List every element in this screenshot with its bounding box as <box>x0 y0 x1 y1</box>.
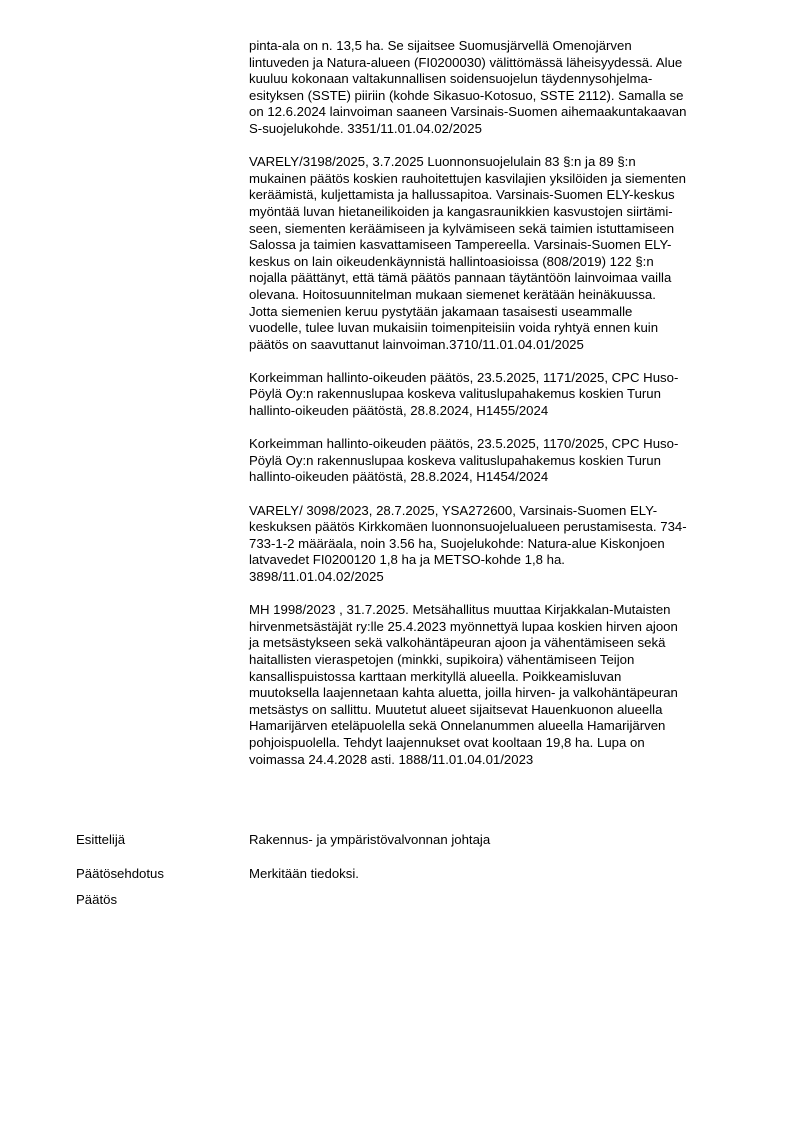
proposal-value: Merkitään tiedoksi. <box>249 866 359 882</box>
notice-paragraph <box>249 154 749 353</box>
text-line: haitallisten vieraspetojen (minkki, supikoira) vähentämiseen Teijon <box>249 651 635 667</box>
text-line: metsästys on sallittu. Muutetut alueet sijaitsevat Hauenkuonon alueella <box>249 701 663 717</box>
text-line: päätös on saavuttanut lainvoiman.3710/11.01.04.01/2025 <box>249 336 584 352</box>
text-line: nojalla päättänyt, että tämä päätös pannaan täytäntöön lainvoimaa vailla <box>249 270 672 286</box>
text-line: Salossa ja taimien kasvattamiseen Tampereella. Varsinais-Suomen ELY- <box>249 237 672 253</box>
notice-paragraph <box>249 436 749 486</box>
text-line: hallinto-oikeuden päätöstä, 28.8.2024, H1454/2024 <box>249 469 549 485</box>
text-line: pinta-ala on n. 13,5 ha. Se sijaitsee Suomusjärvellä Omenojärven <box>249 38 632 53</box>
text-line: ja metsästykseen sekä valkohäntäpeuran ajoon ja vähentämiseen sekä <box>249 635 666 651</box>
text-line: seen, siementen keräämiseen ja kylvämiseen sekä taimien istuttamiseen <box>249 220 675 236</box>
presenter-label: Esittelijä <box>76 832 126 847</box>
text-line: 733-1-2 määräala, noin 3.56 ha, Suojelukohde: Natura-alue Kiskonjoen <box>249 535 665 551</box>
text-line: hallinto-oikeuden päätöstä, 28.8.2024, H1455/2024 <box>249 403 549 419</box>
text-line: VARELY/3198/2025, 3.7.2025 Luonnonsuojelulain 83 §:n ja 89 §:n <box>249 154 636 170</box>
proposal-row <box>76 866 756 883</box>
text-line: mukainen päätös koskien rauhoitettujen kasvilajien yksilöiden ja siementen <box>249 170 686 186</box>
notice-paragraph <box>249 38 749 138</box>
notice-paragraph <box>249 602 749 768</box>
proposal-label: Päätösehdotus <box>76 866 164 882</box>
text-line: voimassa 24.4.2028 asti. 1888/11.01.04.01/2023 <box>249 751 534 767</box>
notices-list <box>249 38 749 785</box>
text-line: on 12.6.2024 lainvoiman saaneen Varsinais-Suomen aihemaakuntakaavan <box>249 104 687 120</box>
text-line: myöntää luvan hietaneilikoiden ja kangasraunikkien kasvustojen siirtämi- <box>249 203 673 219</box>
decision-block <box>76 832 756 908</box>
text-line: 3898/11.01.04.02/2025 <box>249 569 384 584</box>
text-line: MH 1998/2023 , 31.7.2025. Metsähallitus muuttaa Kirjakkalan-Mutaisten <box>249 602 671 618</box>
notice-paragraph <box>249 503 749 586</box>
decision-row <box>76 892 756 909</box>
text-line: Pöylä Oy:n rakennuslupaa koskeva valituslupahakemus koskien Turun <box>249 386 661 402</box>
text-line: hirvenmetsästäjät ry:lle 25.4.2023 myönnettyä lupaa koskien hirven ajoon <box>249 618 678 634</box>
decision-label: Päätös <box>76 891 118 907</box>
text-line: VARELY/ 3098/2023, 28.7.2025, YSA272600, Varsinais-Suomen ELY- <box>249 502 658 518</box>
text-line: kuuluu kokonaan valtakunnallisen soidensuojelun täydennysohjelma- <box>249 71 653 87</box>
presenter-row <box>76 832 756 849</box>
text-line: Korkeimman hallinto-oikeuden päätös, 23.5.2025, 1170/2025, CPC Huso- <box>249 436 679 452</box>
text-line: muutoksella laajennetaan kahta aluetta, joilla hirven- ja valkohäntäpeuran <box>249 685 678 701</box>
text-line: vuodelle, tulee luvan mukaisiin toimenpiteisiin voida ryhtyä ennen kuin <box>249 320 659 336</box>
text-line: kansallispuistossa karttaan merkityllä alueella. Poikkeamisluvan <box>249 668 622 684</box>
text-line: S-suojelukohde. 3351/11.01.04.02/2025 <box>249 120 482 136</box>
text-line: Jotta siemenien keruu pystytään jakamaan tasaisesti useammalle <box>249 303 633 319</box>
text-line: esityksen (SSTE) piiriin (kohde Sikasuo-Kotosuo, SSTE 2112). Samalla se <box>249 87 684 103</box>
notice-paragraph <box>249 370 749 420</box>
text-line: keskuksen päätös Kirkkomäen luonnonsuojelualueen perustamisesta. 734- <box>249 519 687 535</box>
presenter-value: Rakennus- ja ympäristövalvonnan johtaja <box>249 832 491 847</box>
text-line: keräämistä, kuljettamista ja hallussapitoa. Varsinais-Suomen ELY-keskus <box>249 187 675 203</box>
text-line: lintuveden ja Natura-alueen (FI0200030) välittömässä läheisyydessä. Alue <box>249 54 683 70</box>
text-line: Pöylä Oy:n rakennuslupaa koskeva valituslupahakemus koskien Turun <box>249 452 661 468</box>
text-line: olevana. Hoitosuunnitelman mukaan siemenet kerätään heinäkuussa. <box>249 286 656 302</box>
text-line: Korkeimman hallinto-oikeuden päätös, 23.5.2025, 1171/2025, CPC Huso- <box>249 369 679 385</box>
text-line: latvavedet FI0200120 1,8 ha ja METSO-kohde 1,8 ha. <box>249 552 565 568</box>
text-line: Hamarijärven eteläpuolella sekä Onnelanummen alueella Hamarijärven <box>249 718 666 734</box>
text-line: pohjoispuolella. Tehdyt laajennukset ovat kooltaan 19,8 ha. Lupa on <box>249 734 645 750</box>
text-line: keskus on lain oikeudenkäynnistä hallintoasioissa (808/2019) 122 §:n <box>249 253 654 269</box>
